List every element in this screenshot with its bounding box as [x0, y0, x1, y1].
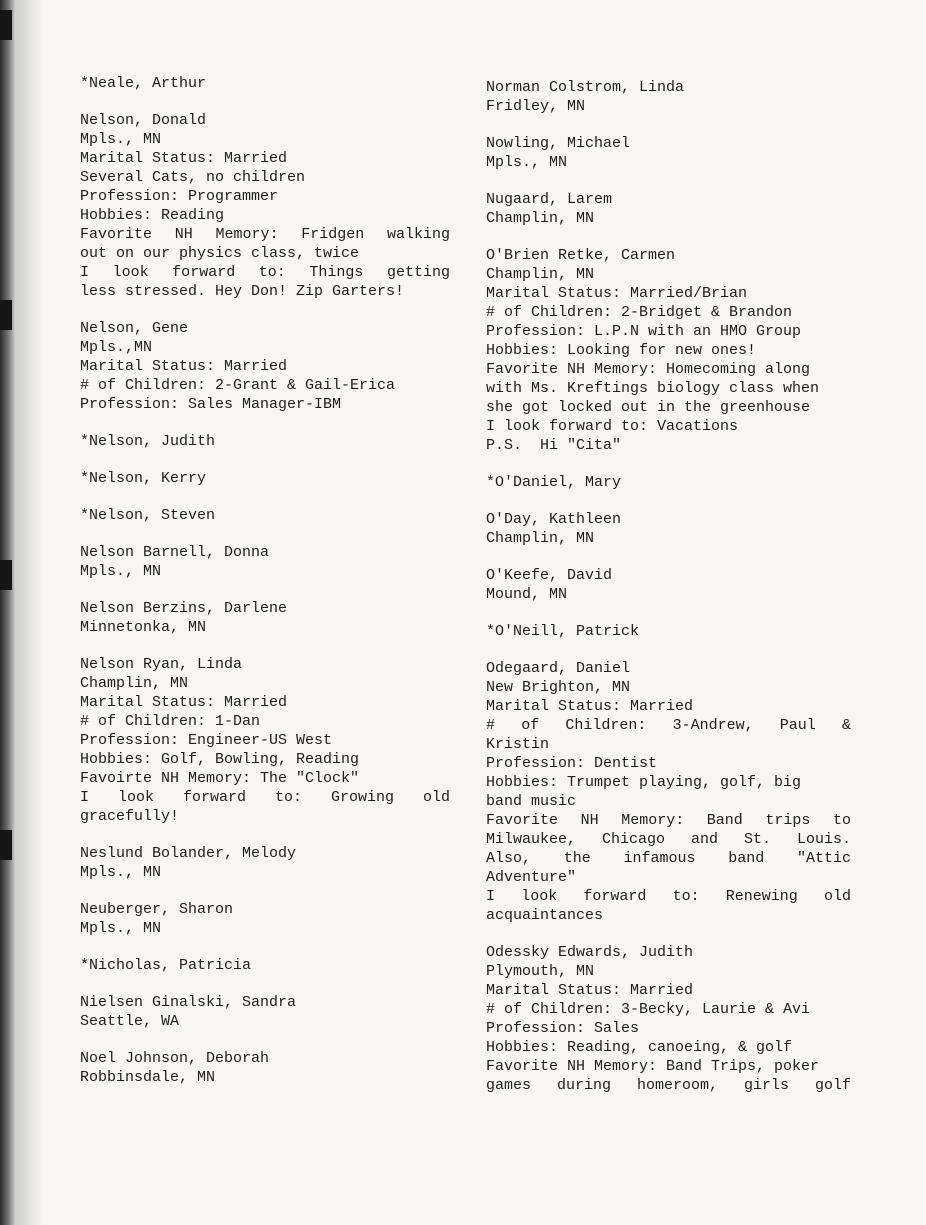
entry-detail-line: Marital Status: Married — [80, 358, 288, 375]
entry-detail-line: Kristin — [486, 736, 550, 753]
directory-entry — [486, 473, 851, 492]
entry-detail-line: Mpls., MN — [80, 131, 162, 148]
directory-entry — [80, 469, 450, 488]
directory-entry — [486, 943, 851, 1095]
directory-entry — [80, 506, 450, 525]
directory-entry — [80, 993, 450, 1031]
directory-entry — [486, 78, 851, 116]
entry-name: Neuberger, Sharon — [80, 901, 234, 918]
entry-detail-line: I look forward to: Vacations — [486, 418, 739, 435]
entry-detail-line: Marital Status: Married/Brian — [486, 285, 748, 302]
directory-entry — [486, 246, 851, 455]
entry-detail-line: Profession: Programmer — [80, 188, 279, 205]
binding-mark — [0, 830, 12, 860]
entry-detail-line: I look forward to: Things getting — [80, 264, 450, 281]
binding-mark — [0, 10, 12, 40]
entry-detail-line: games during homeroom, girls golf — [486, 1077, 851, 1094]
page-shadow — [16, 0, 44, 1225]
entry-detail-line: Seattle, WA — [80, 1013, 180, 1030]
entry-detail-line: Several Cats, no children — [80, 169, 306, 186]
entry-detail-line: Profession: Sales — [486, 1020, 640, 1037]
directory-entry — [80, 599, 450, 637]
entry-detail-line: Hobbies: Trumpet playing, golf, big — [486, 774, 802, 791]
entry-detail-line: I look forward to: Growing old — [80, 789, 450, 806]
entry-detail-line: Mound, MN — [486, 586, 568, 603]
directory-entry — [80, 956, 450, 975]
entry-detail-line: # of Children: 1-Dan — [80, 713, 261, 730]
directory-entry — [80, 74, 450, 93]
entry-detail-line: Mpls., MN — [80, 864, 162, 881]
entry-detail-line: Adventure" — [486, 869, 577, 886]
directory-entry — [80, 432, 450, 451]
entry-name: *O'Neill, Patrick — [486, 623, 640, 640]
entry-detail-line: acquaintances — [486, 907, 604, 924]
entry-detail-line: Hobbies: Reading, canoeing, & golf — [486, 1039, 793, 1056]
entry-detail-line: less stressed. Hey Don! Zip Garters! — [80, 283, 405, 300]
entry-name: Nielsen Ginalski, Sandra — [80, 994, 297, 1011]
entry-detail-line: New Brighton, MN — [486, 679, 631, 696]
entry-detail-line: # of Children: 2-Bridget & Brandon — [486, 304, 793, 321]
entry-detail-line: Profession: Sales Manager-IBM — [80, 396, 342, 413]
entry-detail-line: Favorite NH Memory: Fridgen walking — [80, 226, 450, 243]
entry-detail-line: band music — [486, 793, 577, 810]
entry-detail-line: Profession: Engineer-US West — [80, 732, 333, 749]
entry-detail-line: Mpls., MN — [80, 563, 162, 580]
entry-detail-line: with Ms. Kreftings biology class when — [486, 380, 820, 397]
entry-name: *O'Daniel, Mary — [486, 474, 622, 491]
entry-detail-line: Favoirte NH Memory: The "Clock" — [80, 770, 360, 787]
entry-detail-line: # of Children: 2-Grant & Gail-Erica — [80, 377, 396, 394]
entry-name: *Nelson, Judith — [80, 433, 216, 450]
entry-name: Odegaard, Daniel — [486, 660, 631, 677]
entry-detail-line: I look forward to: Renewing old — [486, 888, 851, 905]
binding-mark — [0, 560, 12, 590]
entry-name: Norman Colstrom, Linda — [486, 79, 685, 96]
entry-name: *Neale, Arthur — [80, 75, 207, 92]
entry-detail-line: Champlin, MN — [80, 675, 189, 692]
directory-entry — [486, 622, 851, 641]
left-column — [80, 74, 450, 1105]
directory-entry — [486, 566, 851, 604]
entry-detail-line: Mpls., MN — [486, 154, 568, 171]
entry-name: Neslund Bolander, Melody — [80, 845, 297, 862]
entry-detail-line: Marital Status: Married — [486, 698, 694, 715]
directory-entry — [80, 111, 450, 301]
entry-detail-line: Hobbies: Reading — [80, 207, 225, 224]
entry-name: Noel Johnson, Deborah — [80, 1050, 270, 1067]
directory-entry — [80, 319, 450, 414]
entry-detail-line: Profession: Dentist — [486, 755, 658, 772]
right-column — [486, 78, 851, 1113]
entry-name: O'Day, Kathleen — [486, 511, 622, 528]
directory-entry — [486, 190, 851, 228]
entry-detail-line: Champlin, MN — [486, 210, 595, 227]
binding-mark — [0, 300, 12, 330]
entry-name: Nelson, Donald — [80, 112, 207, 129]
entry-detail-line: Hobbies: Golf, Bowling, Reading — [80, 751, 360, 768]
directory-entry — [80, 543, 450, 581]
entry-detail-line: gracefully! — [80, 808, 180, 825]
entry-name: Nowling, Michael — [486, 135, 631, 152]
entry-detail-line: Fridley, MN — [486, 98, 586, 115]
directory-entry — [486, 134, 851, 172]
entry-detail-line: Mpls.,MN — [80, 339, 153, 356]
entry-detail-line: Favorite NH Memory: Band trips to — [486, 812, 851, 829]
directory-entry — [486, 659, 851, 925]
entry-name: *Nicholas, Patricia — [80, 957, 252, 974]
entry-detail-line: P.S. Hi "Cita" — [486, 437, 622, 454]
entry-detail-line: Favorite NH Memory: Band Trips, poker — [486, 1058, 820, 1075]
entry-name: Nelson, Gene — [80, 320, 189, 337]
entry-detail-line: Plymouth, MN — [486, 963, 595, 980]
entry-detail-line: Champlin, MN — [486, 530, 595, 547]
entry-detail-line: Mpls., MN — [80, 920, 162, 937]
entry-name: O'Keefe, David — [486, 567, 613, 584]
entry-detail-line: Marital Status: Married — [80, 694, 288, 711]
entry-detail-line: Hobbies: Looking for new ones! — [486, 342, 757, 359]
entry-detail-line: out on our physics class, twice — [80, 245, 360, 262]
entry-name: Nelson Berzins, Darlene — [80, 600, 288, 617]
entry-detail-line: Marital Status: Married — [486, 982, 694, 999]
entry-detail-line: she got locked out in the greenhouse — [486, 399, 811, 416]
entry-detail-line: Also, the infamous band "Attic — [486, 850, 851, 867]
entry-detail-line: Favorite NH Memory: Homecoming along — [486, 361, 811, 378]
entry-detail-line: Profession: L.P.N with an HMO Group — [486, 323, 802, 340]
directory-entry — [80, 900, 450, 938]
directory-entry — [80, 655, 450, 826]
entry-name: *Nelson, Kerry — [80, 470, 207, 487]
entry-name: Nelson Barnell, Donna — [80, 544, 270, 561]
entry-name: Nelson Ryan, Linda — [80, 656, 243, 673]
entry-detail-line: Milwaukee, Chicago and St. Louis. — [486, 831, 851, 848]
entry-detail-line: Marital Status: Married — [80, 150, 288, 167]
entry-detail-line: # of Children: 3-Becky, Laurie & Avi — [486, 1001, 811, 1018]
entry-detail-line: Robbinsdale, MN — [80, 1069, 216, 1086]
directory-entry — [80, 844, 450, 882]
book-binding — [0, 0, 16, 1225]
entry-detail-line: # of Children: 3-Andrew, Paul & — [486, 717, 851, 734]
entry-name: Odessky Edwards, Judith — [486, 944, 694, 961]
entry-name: Nugaard, Larem — [486, 191, 613, 208]
entry-detail-line: Minnetonka, MN — [80, 619, 207, 636]
directory-entry — [486, 510, 851, 548]
directory-entry — [80, 1049, 450, 1087]
entry-name: *Nelson, Steven — [80, 507, 216, 524]
entry-name: O'Brien Retke, Carmen — [486, 247, 676, 264]
entry-detail-line: Champlin, MN — [486, 266, 595, 283]
